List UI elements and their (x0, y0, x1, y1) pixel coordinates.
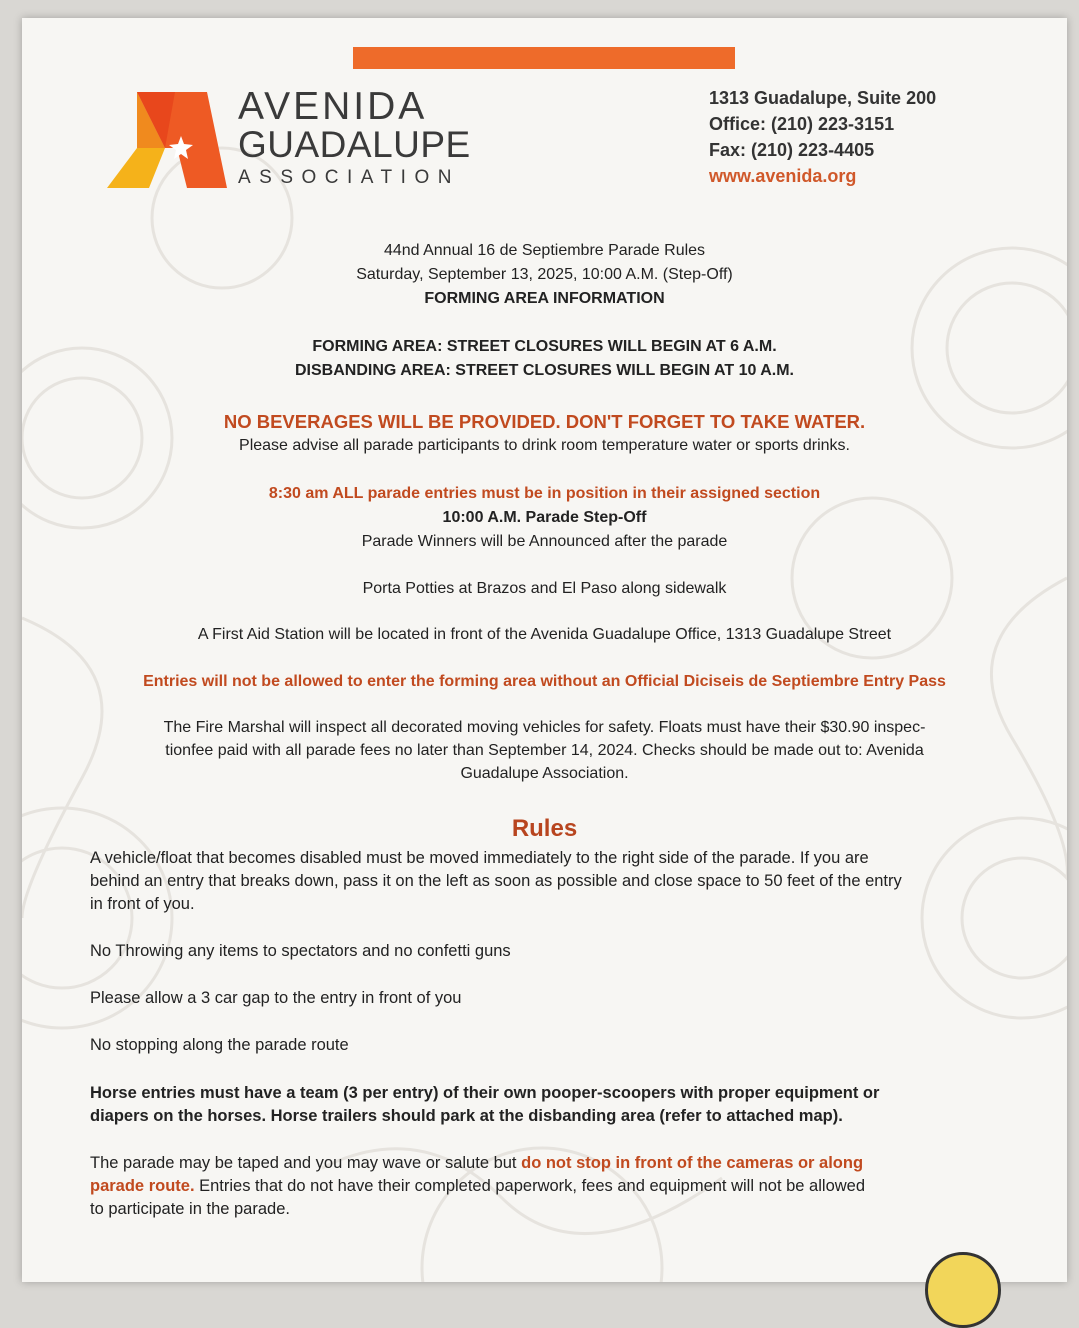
rule-taping-line1-emphasis: do not stop in front of the cameras or along (521, 1154, 864, 1172)
address: 1313 Guadalupe, Suite 200 (709, 88, 937, 108)
rule-disabled-vehicle (90, 847, 990, 916)
website-link: www.avenida.org (709, 166, 857, 186)
disbanding-closure: DISBANDING AREA: STREET CLOSURES WILL BEGIN AT 10 A.M. (295, 362, 794, 379)
rule-taping-line2 (90, 1175, 990, 1198)
rule-taping-line1 (90, 1152, 990, 1175)
org-name-line1: AVENIDA (238, 85, 428, 128)
entry-pass-warning: Entries will not be allowed to enter the forming area without an Official Diciseis de Septiembre Entry Pass (143, 673, 946, 690)
first-aid-note: A First Aid Station will be located in front of the Avenida Guadalupe Office, 1313 Guadalupe Street (197, 626, 892, 643)
rule-disabled-line1: A vehicle/float that becomes disabled must be moved immediately to the right side of the parade. If you are (90, 849, 869, 867)
step-off-time: 10:00 A.M. Parade Step-Off (442, 509, 647, 526)
rule-taping-line2-plain: Entries that do not have their completed paperwork, fees and equipment will not be allowed (194, 1177, 866, 1195)
rule-no-stopping: No stopping along the parade route (90, 1036, 349, 1054)
winners-note: Parade Winners will be Announced after the parade (361, 533, 728, 550)
rules-heading: Rules (511, 815, 578, 842)
rule-car-gap: Please allow a 3 car gap to the entry in front of you (90, 989, 462, 1007)
fax-number: Fax: (210) 223-4405 (709, 140, 875, 160)
beverage-advice: Please advise all parade participants to drink room temperature water or sports drinks. (239, 437, 850, 454)
rule-taping-line1-plain: The parade may be taped and you may wave or salute but (90, 1154, 522, 1172)
rule-taping (90, 1152, 990, 1221)
organization-name (238, 85, 471, 192)
rule-no-throwing: No Throwing any items to spectators and no confetti guns (90, 942, 511, 960)
rule-disabled-line3: in front of you. (90, 895, 195, 913)
title-line1: 44nd Annual 16 de Septiembre Parade Rules (383, 242, 706, 259)
rule-taping-line3: to participate in the parade. (90, 1200, 290, 1218)
fire-marshal-line2: tionfee paid with all parade fees no later than September 14, 2024. Checks should be made out to: Avenida (165, 742, 924, 759)
title-line2: Saturday, September 13, 2025, 10:00 A.M. (Step-Off) (356, 266, 733, 283)
rule-horse-line1: Horse entries must have a team (3 per entry) of their own pooper-scoopers with proper equipment or (90, 1084, 880, 1102)
porta-potties-note: Porta Potties at Brazos and El Paso along sidewalk (362, 580, 727, 597)
title-line3: FORMING AREA INFORMATION (424, 290, 665, 307)
org-name-line3: ASSOCIATION (238, 167, 460, 188)
corner-sticker (925, 1252, 1001, 1328)
position-time: 8:30 am ALL parade entries must be in position in their assigned section (268, 485, 821, 502)
beverage-warning: NO BEVERAGES WILL BE PROVIDED. DON'T FORGET TO TAKE WATER. (223, 411, 866, 432)
office-phone: Office: (210) 223-3151 (709, 114, 895, 134)
org-name-line2: GUADALUPE (238, 124, 471, 165)
rule-disabled-line2: behind an entry that breaks down, pass it on the left as soon as possible and close space to 50 feet of the entry (90, 872, 902, 890)
fire-marshal-line1: The Fire Marshal will inspect all decorated moving vehicles for safety. Floats must have their $30.90 inspec- (163, 719, 926, 736)
rule-taping-line2-emphasis: parade route. (90, 1177, 195, 1195)
contact-info (709, 85, 936, 189)
rule-horse-line2: diapers on the horses. Horse trailers should park at the disbanding area (refer to attached map). (90, 1107, 843, 1125)
forming-closure: FORMING AREA: STREET CLOSURES WILL BEGIN AT 6 A.M. (312, 338, 777, 355)
fire-marshal-line3: Guadalupe Association. (460, 765, 629, 782)
avenida-logo-icon (107, 90, 227, 190)
orange-header-bar (353, 47, 735, 69)
document-page (22, 18, 1067, 1282)
rule-horse-entries (90, 1082, 990, 1128)
